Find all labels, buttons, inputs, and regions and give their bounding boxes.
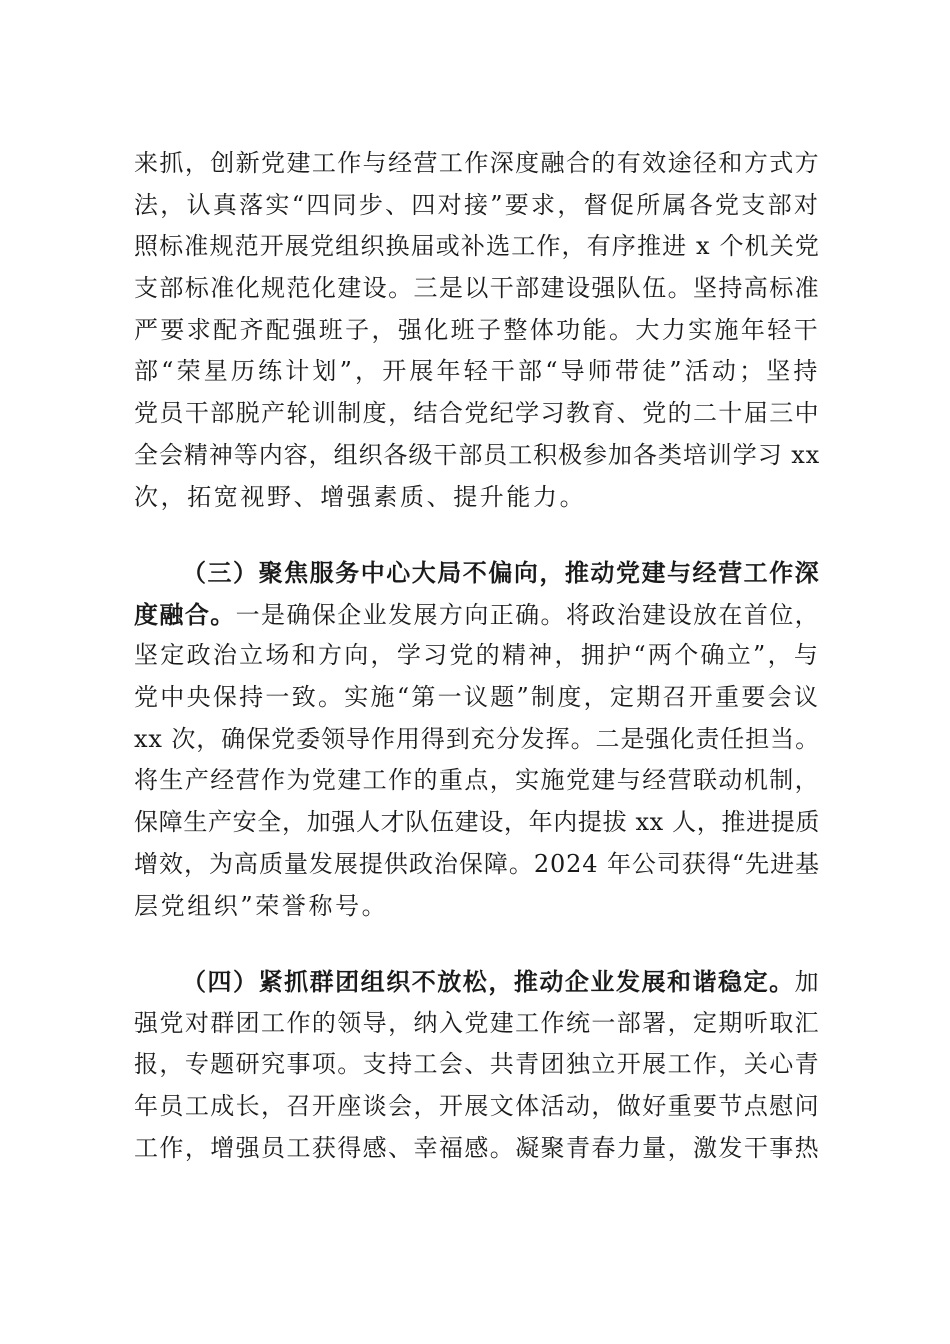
paragraph-section-four: [134, 961, 820, 1169]
text-line: [134, 1086, 820, 1128]
text-run: 一是确保企业发展方向正确。将政治建设放在首位，: [235, 600, 820, 629]
text-run: 部“荣星历练计划”，开展年轻干部“导师带徒”活动；坚持: [134, 357, 820, 386]
text-line: [134, 143, 820, 185]
text-run: 加: [794, 968, 820, 996]
text-run: 党员干部脱产轮训制度，结合党纪学习教育、党的二十届三中: [134, 399, 820, 428]
paragraph-section-three: [134, 552, 820, 927]
text-run: 支部标准化规范化建设。三是以干部建设强队伍。坚持高标准: [134, 274, 820, 303]
text-run: 将生产经营作为党建工作的重点，实施党建与经营联动机制，: [134, 766, 820, 795]
text-line: [134, 310, 820, 352]
section-heading-text: （四）紧抓群团组织不放松，推动企业发展和谐稳定。: [182, 967, 795, 996]
section-heading-line: [134, 552, 820, 594]
text-line: [134, 719, 820, 761]
text-run: 全会精神等内容，组织各级干部员工积极参加各类培训学习 xx: [134, 440, 820, 469]
text-line: [134, 435, 820, 477]
text-line: [134, 886, 820, 928]
text-line: [134, 185, 820, 227]
section-heading-line: [134, 961, 820, 1003]
text-line: [134, 268, 820, 310]
text-run: 法，认真落实“四同步、四对接”要求，督促所属各党支部对: [134, 190, 820, 219]
text-run: 照标准规范开展党组织换届或补选工作，有序推进 x 个机关党: [134, 232, 820, 261]
text-run: 保障生产安全，加强人才队伍建设，年内提拔 xx 人，推进提质: [134, 808, 820, 837]
text-run: 严要求配齐配强班子，强化班子整体功能。大力实施年轻干: [134, 315, 820, 344]
text-run: 坚定政治立场和方向，学习党的精神，拥护“两个确立”，与: [134, 641, 820, 670]
section-heading-text: （三）聚焦服务中心大局不偏向，推动党建与经营工作深: [182, 558, 820, 587]
section-heading-text: 度融合。: [134, 599, 236, 629]
text-line: [134, 1044, 820, 1086]
text-run: xx 次，确保党委领导作用得到充分发挥。二是强化责任担当。: [134, 724, 820, 753]
text-run: 增效，为高质量发展提供政治保障。2024 年公司获得“先进基: [134, 849, 820, 878]
text-line: [134, 844, 820, 886]
text-line: [134, 594, 820, 636]
text-line: [134, 1128, 820, 1170]
text-line: [134, 802, 820, 844]
text-run: 强党对群团工作的领导，纳入党建工作统一部署，定期听取汇: [134, 1008, 820, 1037]
text-line: [134, 393, 820, 435]
text-line: [134, 226, 820, 268]
text-run: 次，拓宽视野、增强素质、提升能力。: [134, 482, 587, 511]
text-run: 工作，增强员工获得感、幸福感。凝聚青春力量，激发干事热: [134, 1133, 820, 1162]
text-run: 层党组织”荣誉称号。: [134, 891, 389, 920]
text-run: 党中央保持一致。实施“第一议题”制度，定期召开重要会议: [134, 683, 820, 712]
text-line: [134, 760, 820, 802]
text-line: [134, 351, 820, 393]
text-line: [134, 635, 820, 677]
text-run: 报，专题研究事项。支持工会、共青团独立开展工作，关心青: [134, 1050, 820, 1079]
text-run: 年员工成长，召开座谈会，开展文体活动，做好重要节点慰问: [134, 1092, 820, 1121]
text-line: [134, 677, 820, 719]
text-run: 来抓，创新党建工作与经营工作深度融合的有效途径和方式方: [134, 149, 820, 177]
paragraph-party-building-continued: [134, 143, 820, 518]
text-line: [134, 477, 820, 519]
text-line: [134, 1003, 820, 1045]
